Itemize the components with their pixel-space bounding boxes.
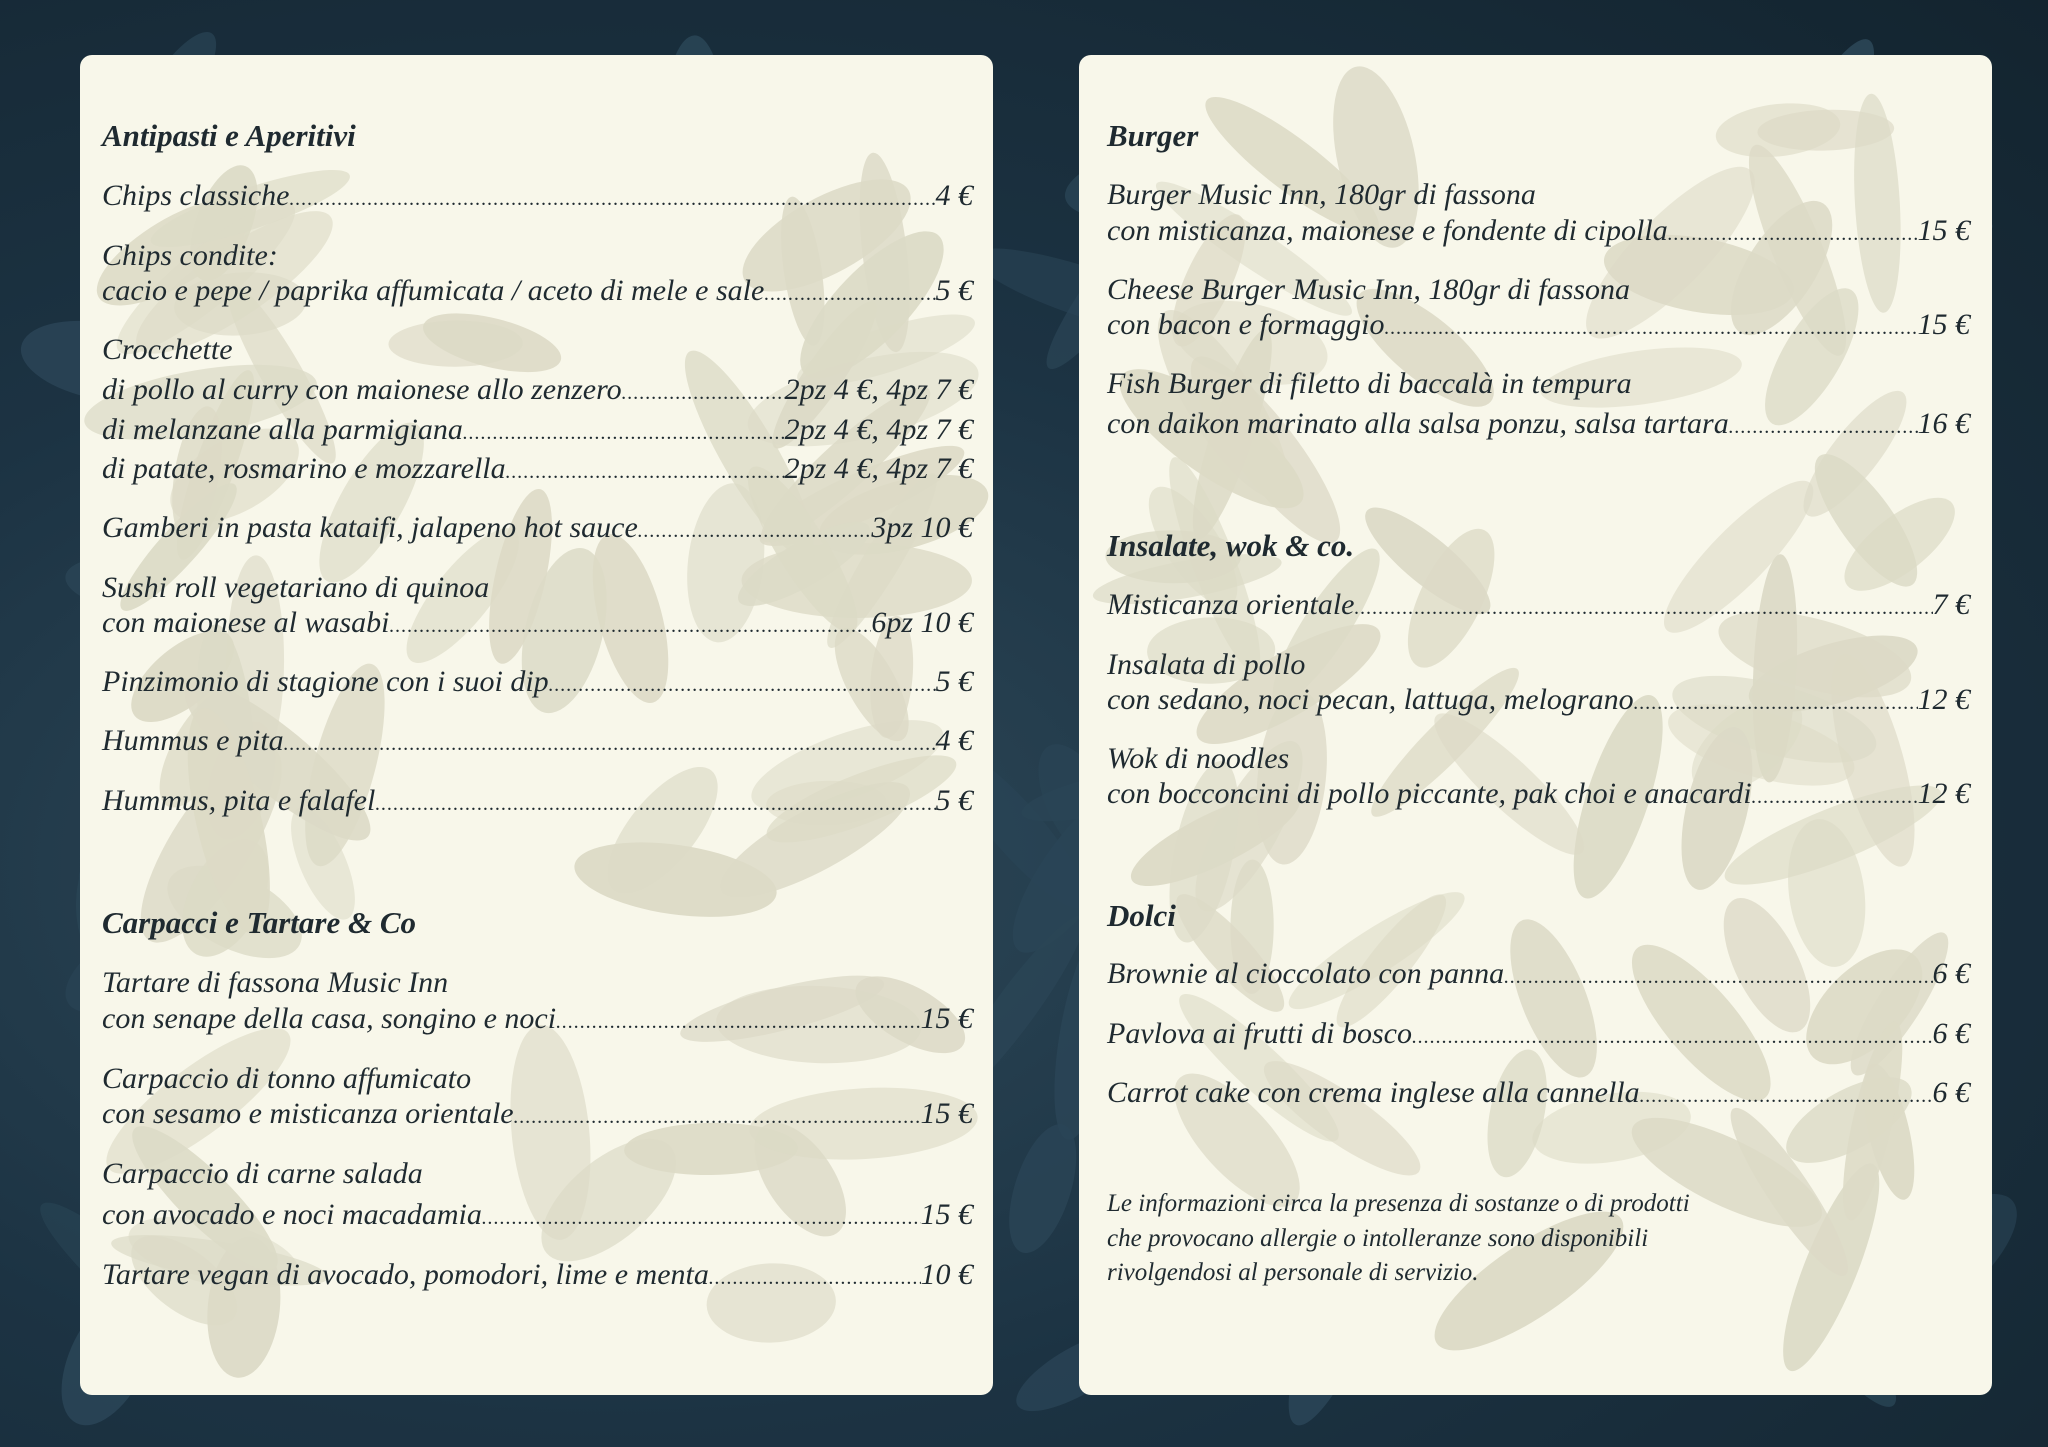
dot-leader: [463, 414, 785, 452]
item-price: 15 €: [1917, 214, 1970, 247]
dot-leader: [389, 607, 871, 645]
item-price: 6 €: [1932, 957, 1970, 990]
menu-item-line: [1107, 176, 1970, 214]
item-name: Sushi roll vegetariano di quinoa: [102, 571, 490, 604]
item-price: 5 €: [935, 274, 973, 307]
menu-item-line: [102, 782, 973, 820]
item-name: Tartare vegan di avocado, pomodori, lime e menta: [102, 1258, 709, 1291]
item-name: Carpaccio di tonno affumicato: [102, 1062, 472, 1095]
menu-item-line: [102, 509, 973, 547]
menu-item-line: [102, 1155, 973, 1193]
dot-leader: [1668, 215, 1918, 253]
item-price: 2pz 4 €, 4pz 7 €: [784, 452, 973, 485]
menu-item-line: [102, 272, 973, 310]
leaf-shape: [996, 1116, 1090, 1261]
menu-item-line: [102, 1256, 973, 1294]
item-name: di patate, rosmarino e mozzarella: [102, 452, 506, 485]
item-name: con maionese al wasabi: [102, 606, 390, 639]
item-price: 15 €: [920, 1097, 973, 1130]
item-price: 2pz 4 €, 4pz 7 €: [784, 373, 973, 406]
menu-item-line: [102, 604, 973, 642]
item-name: con sesamo e misticanza orientale: [102, 1097, 514, 1130]
dot-leader: [482, 1199, 921, 1237]
dot-leader: [1412, 1018, 1933, 1056]
dot-leader: [622, 374, 785, 412]
item-name: con sedano, noci pecan, lattuga, melograno: [1107, 683, 1634, 716]
section-heading: Burger: [1107, 118, 1199, 153]
item-name: Chips condite:: [102, 239, 278, 272]
section-heading: Dolci: [1107, 898, 1176, 933]
menu-item-line: [102, 1060, 973, 1098]
menu-item-line: [102, 722, 973, 760]
item-name: Hummus, pita e falafel: [102, 784, 376, 817]
menu-item-line: [102, 371, 973, 409]
menu-item-line: [102, 177, 973, 215]
item-name: con daikon marinato alla salsa ponzu, salsa tartara: [1107, 407, 1729, 440]
item-price: 2pz 4 €, 4pz 7 €: [784, 413, 973, 446]
menu-page-left: [80, 55, 993, 1395]
dot-leader: [514, 1098, 921, 1136]
item-price: 5 €: [935, 784, 973, 817]
dot-leader: [1729, 408, 1918, 446]
item-name: Misticanza orientale: [1107, 588, 1355, 621]
item-name: Insalata di pollo: [1107, 648, 1306, 681]
item-name: con bacon e formaggio: [1107, 308, 1385, 341]
dot-leader: [1354, 589, 1932, 627]
item-name: Wok di noodles: [1107, 742, 1290, 775]
item-price: 10 €: [920, 1258, 973, 1291]
item-name: Carrot cake con crema inglese alla cannella: [1107, 1076, 1640, 1109]
section-heading: Carpacci e Tartare & Co: [102, 905, 417, 940]
item-name: con misticanza, maionese e fondente di cipolla: [1107, 214, 1668, 247]
menu-item-line: [102, 1196, 973, 1234]
dot-leader: [709, 1259, 921, 1297]
item-price: 16 €: [1917, 407, 1970, 440]
item-name: con bocconcini di pollo piccante, pak choi e anacardi: [1107, 777, 1752, 810]
menu-item-line: [1107, 365, 1970, 403]
item-name: Pinzimonio di stagione con i suoi dip: [102, 665, 549, 698]
item-price: 6pz 10 €: [871, 606, 973, 639]
item-name: Crocchette: [102, 333, 233, 366]
dot-leader: [1384, 309, 1917, 347]
item-price: 4 €: [935, 724, 973, 757]
item-name: Brownie al cioccolato con panna: [1107, 957, 1505, 990]
item-name: Burger Music Inn, 180gr di fassona: [1107, 178, 1536, 211]
allergen-note-line: che provocano allergie o intolleranze sono disponibili: [1107, 1225, 1649, 1252]
section-heading: Antipasti e Aperitivi: [102, 118, 356, 153]
menu-item-line: [102, 569, 973, 607]
menu-item-line: [102, 964, 973, 1002]
dot-leader: [1640, 1077, 1933, 1115]
dot-leader: [506, 453, 785, 491]
item-price: 15 €: [920, 1002, 973, 1035]
menu-item-line: [102, 663, 973, 701]
item-name: Cheese Burger Music Inn, 180gr di fassona: [1107, 273, 1631, 306]
menu-item-line: [102, 450, 973, 488]
menu-item-line: [1107, 646, 1970, 684]
menu-item-line: [102, 331, 973, 369]
dot-leader: [284, 725, 936, 763]
dot-leader: [638, 512, 872, 550]
dot-leader: [556, 1003, 920, 1041]
item-price: 15 €: [1917, 308, 1970, 341]
menu-item-line: [1107, 405, 1970, 443]
menu-item-line: [1107, 1015, 1970, 1053]
item-price: 5 €: [935, 665, 973, 698]
allergen-note-line: Le informazioni circa la presenza di sostanze o di prodotti: [1107, 1190, 1690, 1217]
item-price: 3pz 10 €: [871, 511, 973, 544]
dot-leader: [375, 785, 935, 823]
menu-item-line: [1107, 306, 1970, 344]
item-price: 12 €: [1917, 777, 1970, 810]
item-name: Carpaccio di carne salada: [102, 1157, 423, 1190]
item-name: cacio e pepe / paprika affumicata / aceto di mele e sale: [102, 274, 765, 307]
item-price: 4 €: [935, 179, 973, 212]
item-name: Pavlova ai frutti di bosco: [1107, 1017, 1412, 1050]
menu-item-line: [102, 411, 973, 449]
item-name: con avocado e noci macadamia: [102, 1198, 482, 1231]
item-name: con senape della casa, songino e noci: [102, 1002, 557, 1035]
menu-item-line: [1107, 740, 1970, 778]
item-price: 15 €: [920, 1198, 973, 1231]
item-name: Tartare di fassona Music Inn: [102, 966, 449, 999]
menu-item-line: [102, 1095, 973, 1133]
item-price: 6 €: [1932, 1076, 1970, 1109]
dot-leader: [764, 275, 935, 313]
menu-item-line: [1107, 681, 1970, 719]
menu-item-line: [102, 237, 973, 275]
dot-leader: [1504, 958, 1932, 996]
menu-item-line: [102, 1000, 973, 1038]
item-price: 6 €: [1932, 1017, 1970, 1050]
dot-leader: [290, 180, 936, 218]
item-name: di melanzane alla parmigiana: [102, 413, 463, 446]
menu-page-right: [1079, 55, 1992, 1395]
item-price: 7 €: [1932, 588, 1970, 621]
item-name: Gamberi in pasta kataifi, jalapeno hot sauce: [102, 511, 638, 544]
leaf-shape: [1477, 1044, 1557, 1182]
item-name: di pollo al curry con maionese allo zenzero: [102, 373, 622, 406]
dot-leader: [1752, 778, 1918, 816]
item-price: 12 €: [1917, 683, 1970, 716]
menu-item-line: [1107, 1074, 1970, 1112]
menu-item-line: [1107, 775, 1970, 813]
item-name: Hummus e pita: [102, 724, 284, 757]
item-name: Fish Burger di filetto di baccalà in tempura: [1107, 367, 1632, 400]
menu-item-line: [1107, 271, 1970, 309]
menu-item-line: [1107, 955, 1970, 993]
menu-item-line: [1107, 586, 1970, 624]
menu-item-line: [1107, 212, 1970, 250]
section-heading: Insalate, wok & co.: [1107, 528, 1355, 563]
allergen-note-line: rivolgendosi al personale di servizio.: [1107, 1259, 1479, 1286]
dot-leader: [1634, 684, 1918, 722]
dot-leader: [549, 666, 936, 704]
item-name: Chips classiche: [102, 179, 290, 212]
